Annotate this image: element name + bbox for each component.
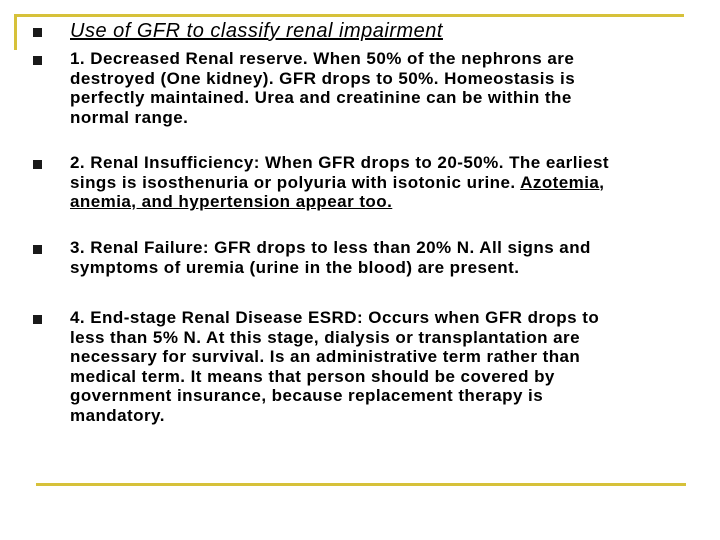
point-2-text-main: 2. Renal Insufficiency: When GFR drops to 20-50%. The earliest sings is isosthenuria or polyuria with isotonic urine. [70, 153, 609, 192]
point-4-text: 4. End-stage Renal Disease ESRD: Occurs when GFR drops to less than 5% N. At this stage, dialysis or transplantation are necessary for survival. Is an administrative term rather than medical term. It means that person should be covered by government insurance, because replacement therapy is mandatory. [70, 308, 600, 425]
accent-line-bottom [36, 483, 686, 486]
point-2-text [70, 153, 695, 212]
accent-line-top [14, 14, 684, 17]
accent-line-left [14, 14, 17, 50]
square-bullet-icon [33, 28, 42, 37]
square-bullet-icon [33, 245, 42, 254]
square-bullet-icon [33, 160, 42, 169]
point-3-text: 3. Renal Failure: GFR drops to less than 20% N. All signs and symptoms of uremia (urine in the blood) are present. [70, 238, 591, 277]
point-1-text: 1. Decreased Renal reserve. When 50% of the nephrons are destroyed (One kidney). GFR drops to 50%. Homeostasis is perfectly maintained. Urea and creatinine can be within the normal range. [70, 49, 576, 127]
point-2-text-underlined: Azotemia, anemia, and hypertension appear too. [70, 172, 605, 211]
square-bullet-icon [33, 56, 42, 65]
slide-title: Use of GFR to classify renal impairment [70, 20, 443, 42]
square-bullet-icon [33, 315, 42, 324]
